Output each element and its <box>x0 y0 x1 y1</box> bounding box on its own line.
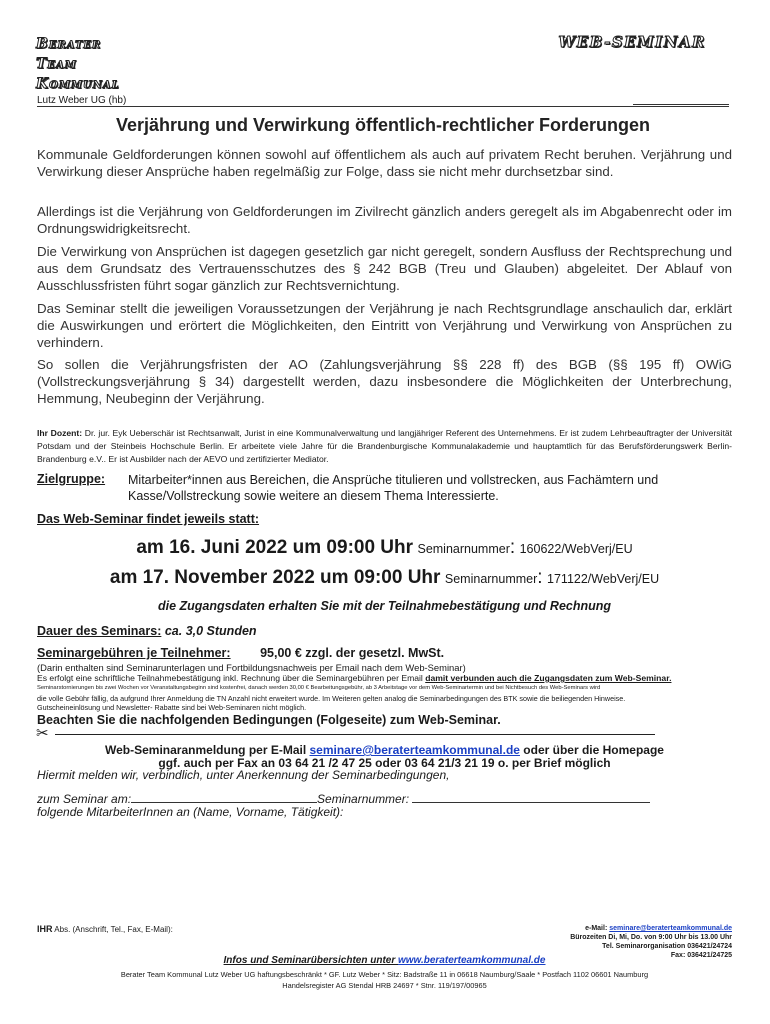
header-divider-accent <box>633 104 729 105</box>
dates-heading: Das Web-Seminar findet jeweils statt: <box>37 512 260 526</box>
registration-declaration: Hiermit melden wir, verbindlich, unter Anerkennung der Seminarbedingungen, <box>37 768 450 782</box>
instructor-info <box>37 427 732 466</box>
conditions-note: Beachten Sie die nachfolgenden Bedingungen (Folgeseite) zum Web-Seminar. <box>37 713 501 727</box>
cancellation-note: Seminarstornierungen bis zwei Wochen vor Veranstaltungsbeginn sind kostenfrei, danach werden 30,00 € Bearbeitungsgebühr, ab 3 Arbeitstage vor dem Web-Seminartermin und bei Nichtbesuch des Web-Seminars wird <box>37 685 601 691</box>
scissors-icon: ✂ <box>36 725 49 742</box>
fee-confirmation-bold: damit verbunden auch die Zugangsdaten zum Web-Seminar. <box>425 673 672 683</box>
duration-label: Dauer des Seminars: <box>37 624 162 638</box>
seminar-date: am 17. November 2022 um 09:00 Uhr <box>109 567 441 588</box>
cut-line <box>55 734 655 735</box>
target-group-label: Zielgruppe: <box>37 472 106 486</box>
seminar-date: am 16. Juni 2022 um 09:00 Uhr <box>136 537 414 558</box>
seminar-number: 160622/WebVerj/EU <box>519 542 633 556</box>
seminar-date-field-row <box>37 791 650 806</box>
cancellation-note: die volle Gebühr fällig, da aufgrund Ihrer Anmeldung die TN Anzahl nicht erweitert wurde. Im Weiteren gelten analog die Seminarbedingungen des BTK sowie die beiliegenden Hinweise. <box>37 694 626 703</box>
company-address: Berater Team Kommunal Lutz Weber UG haftungsbeschränkt * GF. Lutz Weber * Sitz: Badstraße 11 in 06618 Naumburg/Saale * Postfach 1102 06601 Naumburg <box>120 970 649 979</box>
seminar-date-row <box>37 537 732 559</box>
office-hours: Bürozeiten Di, Mi, Do. von 9:00 Uhr bis 13.00 Uhr <box>570 934 732 941</box>
registration-prefix: Web-Seminaranmeldung per E-Mail <box>105 743 310 757</box>
registration-line <box>37 743 732 757</box>
seminar-number-label: Seminarnummer <box>444 572 538 586</box>
info-prefix: Infos und Seminarübersichten unter <box>223 955 398 966</box>
page-title: Verjährung und Verwirkung öffentlich-rechtlicher Forderungen <box>115 115 651 135</box>
seminar-date-field[interactable] <box>131 791 317 803</box>
web-seminar-tag: WEB-SEMINAR <box>558 33 706 51</box>
seminar-number-colon: : <box>509 537 516 558</box>
fee <box>37 646 444 660</box>
contact-phone: Tel. Seminarorganisation 036421/24724 <box>602 943 732 950</box>
contact-email-link[interactable]: seminare@beraterteamkommunal.de <box>609 925 732 932</box>
instructor-label: Ihr Dozent: <box>37 428 83 438</box>
website-link[interactable]: www.beraterteamkommunal.de <box>398 955 546 966</box>
sender-label-bold: IHR <box>37 924 53 934</box>
fee-confirmation-text: Es erfolgt eine schriftliche Teilnahmebestätigung inkl. Rechnung über die Seminargebühren per Email <box>37 673 426 683</box>
company-footer <box>37 969 732 991</box>
seminar-date-row <box>37 567 732 589</box>
fee-label: Seminargebühren je Teilnehmer: <box>37 646 231 660</box>
participants-label: folgende MitarbeiterInnen an (Name, Vorname, Tätigkeit): <box>37 805 344 819</box>
access-note: die Zugangsdaten erhalten Sie mit der Teilnahmebestätigung und Rechnung <box>157 599 612 613</box>
company-name: Lutz Weber UG (hb) <box>37 95 127 106</box>
logo-line: Berater <box>36 36 102 52</box>
contact-email-row <box>570 924 732 933</box>
seminar-number: 171122/WebVerj/EU <box>547 572 660 586</box>
intro-paragraph: Allerdings ist die Verjährung von Geldforderungen im Zivilrecht gänzlich anders geregelt als im Abgabenrecht oder im Ordnungswidrigkeitsrecht. <box>37 204 732 236</box>
info-line <box>37 955 732 966</box>
registration-suffix: oder über die Homepage <box>519 743 664 757</box>
company-register: Handelsregister AG Stendal HRB 24697 * Stnr. 119/197/00965 <box>282 981 487 990</box>
duration-value: ca. 3,0 Stunden <box>164 624 257 638</box>
intro-paragraph: Die Verwirkung von Ansprüchen ist dagegen gesetzlich gar nicht geregelt, sondern Ausfluss der Rechtsprechung und aus dem Grundsatz des Vertrauensschutzes des § 242 BGB (Treu und Glauben) abgeleitet. Der Ablauf von Ausschlussfristen führt sogar gänzlich zur Rechtsvernichtung. <box>37 244 732 293</box>
voucher-note: Gutscheineinlösung und Newsletter- Rabatte sind bei Web-Seminaren nicht möglich. <box>37 703 307 712</box>
logo-line: Kommunal <box>36 76 120 92</box>
contact-email-label: e-Mail: <box>585 925 610 932</box>
sender-label: Abs. (Anschrift, Tel., Fax, E-Mail): <box>52 925 173 934</box>
fee-note: (Darin enthalten sind Seminarunterlagen und Fortbildungsnachweis per Email nach dem Web-Seminar) <box>37 662 466 673</box>
header-divider <box>37 106 729 107</box>
duration <box>37 624 257 638</box>
seminar-number-field[interactable] <box>412 791 650 803</box>
logo-line: Team <box>36 56 77 72</box>
intro-paragraph: Kommunale Geldforderungen können sowohl auf öffentlichem als auch auf privatem Recht beruhen. Verjährung und Verwirkung dieser Ansprüche haben regelmäßig zur Folge, dass sie nicht mehr durchsetzbar sind. <box>37 147 732 179</box>
contact-fax: Fax: 036421/24725 <box>670 952 732 959</box>
instructor-text: Dr. jur. Eyk Ueberschär ist Rechtsanwalt, Jurist in eine Kommunalverwaltung und langjähriger Referent des Unternehmens. Er ist zudem Lehrbeauftragter der Universität Potsdam und der Steinbeis Hochschule Berlin. Er arbeitete viele Jahre für die Brandenburgische Kommunalakademie und hauptamtlich für das Berufsförderungswerk Berlin-Brandenburg e.V.. Er ist Ausbilder nach der AEVO und zertifizierter Mediator. <box>37 428 732 464</box>
seminar-date-field-label: zum Seminar am: <box>37 792 132 806</box>
target-group-text: Mitarbeiter*innen aus Bereichen, die Ansprüche titulieren und vollstrecken, aus Fachämtern und Kasse/Vollstreckung sowie weitere an diesem Thema Interessierte. <box>128 473 659 503</box>
registration-email-link[interactable]: seminare@beraterteamkommunal.de <box>309 743 520 757</box>
fee-value: 95,00 € zzgl. der gesetzl. MwSt. <box>260 646 445 660</box>
intro-paragraph: So sollen die Verjährungsfristen der AO (Zahlungsverjährung §§ 228 ff) des BGB (§§ 195 ff) OWiG (Vollstreckungsverjährung § 34) dargestellt werden, dazu insbesondere die Möglichkeiten der Unterbrechung, Hemmung, Neubeginn der Verjährung. <box>37 357 732 406</box>
registration-fax-line: ggf. auch per Fax an 03 64 21 /2 47 25 oder 03 64 21/3 21 19 o. per Brief möglich <box>158 756 611 770</box>
seminar-number-colon: : <box>537 567 543 588</box>
sender-field[interactable] <box>37 924 173 934</box>
seminar-number-field-label: Seminarnummer: <box>317 792 413 806</box>
fee-confirmation-note <box>37 673 671 683</box>
seminar-number-label: Seminarnummer <box>417 542 510 556</box>
company-logo <box>36 34 120 94</box>
intro-paragraph: Das Seminar stellt die jeweiligen Voraussetzungen der Verjährung je nach Rechtsgrundlage anschaulich dar, erklärt die Auswirkungen und erörtert die Möglichkeiten, den Eintritt von Verjährung und Verwirkung von Ansprüchen zu verhindern. <box>37 301 732 350</box>
